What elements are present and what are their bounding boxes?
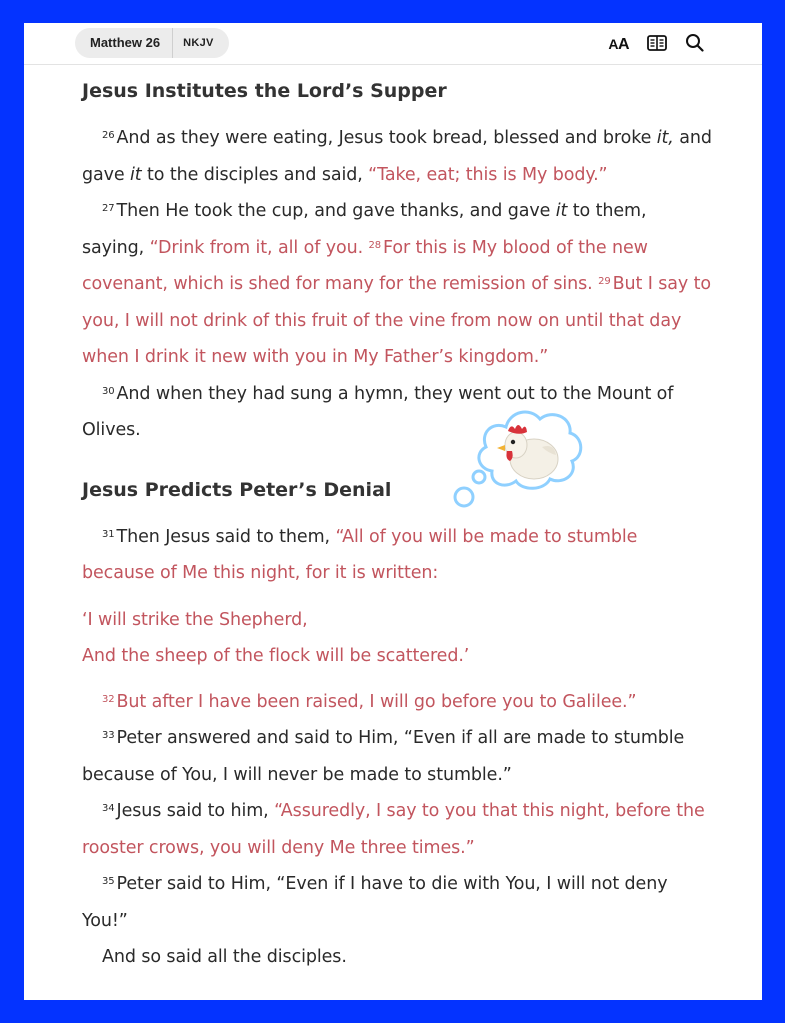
poem-line: ‘I will strike the Shepherd, xyxy=(82,609,308,630)
toolbar xyxy=(608,33,704,57)
top-bar xyxy=(24,23,762,65)
version-button[interactable]: NKJV xyxy=(183,37,214,49)
verse-35: $^{35}$ Peter said to Him, “Even if I have to die with You, I will not deny You!” xyxy=(82,874,668,931)
verse-33: $^{33}$ Peter answered and said to Him, “Even if all are made to stumble because of You, I will never be made to stumble.” xyxy=(82,728,685,785)
book-chapter-button[interactable]: Matthew 26 xyxy=(75,28,173,58)
verse-31: $^{31}$ Then Jesus said to them, “All of you will be made to stumble because of Me this night, for it is written: xyxy=(82,526,638,583)
search-icon[interactable] xyxy=(685,33,704,57)
poem-line: And the sheep of the flock will be scattered.’ xyxy=(82,645,470,666)
reader-book-icon[interactable] xyxy=(647,35,667,56)
closing-line: And so said all the disciples. xyxy=(102,947,347,967)
section-heading: Jesus Institutes the Lord’s Supper xyxy=(82,80,447,102)
reader-page xyxy=(24,23,762,1000)
poetry-block xyxy=(82,602,712,674)
section-heading: Jesus Predicts Peter’s Denial xyxy=(82,478,392,501)
thought-bubble-chicken-sticker xyxy=(452,403,587,518)
verse-26: $^{26}$ And as they were eating, Jesus took bread, blessed and broke it, and gave it to the disciples and said, “Take, eat; this is My body.” xyxy=(82,128,712,185)
verse-30: $^{30}$ And when they had sung a hymn, they went out to the Mount of Olives. xyxy=(82,383,674,440)
verse-34: $^{34}$ Jesus said to him, “Assuredly, I say to you that this night, before the rooster crows, you will deny Me three times.” xyxy=(82,801,705,858)
verse-27-30: $^{27}$ Then He took the cup, and gave thanks, and gave it to them, saying, “Drink from it, all of you. $^{28}$ For this is My blood of the new covenant, which is shed for many for the remission of sins. $^{29}$ But I say to you, I will not drink of this fruit of the vine from now on until that day when I drink it new with you in My Father’s kingdom.” xyxy=(82,201,711,367)
verse-32: $^{32}$ But after I have been raised, I will go before you to Galilee.” xyxy=(102,691,637,712)
chapter-text xyxy=(82,67,712,976)
chapter-version-pill xyxy=(75,28,229,58)
text-size-icon[interactable]: AA xyxy=(608,36,629,53)
